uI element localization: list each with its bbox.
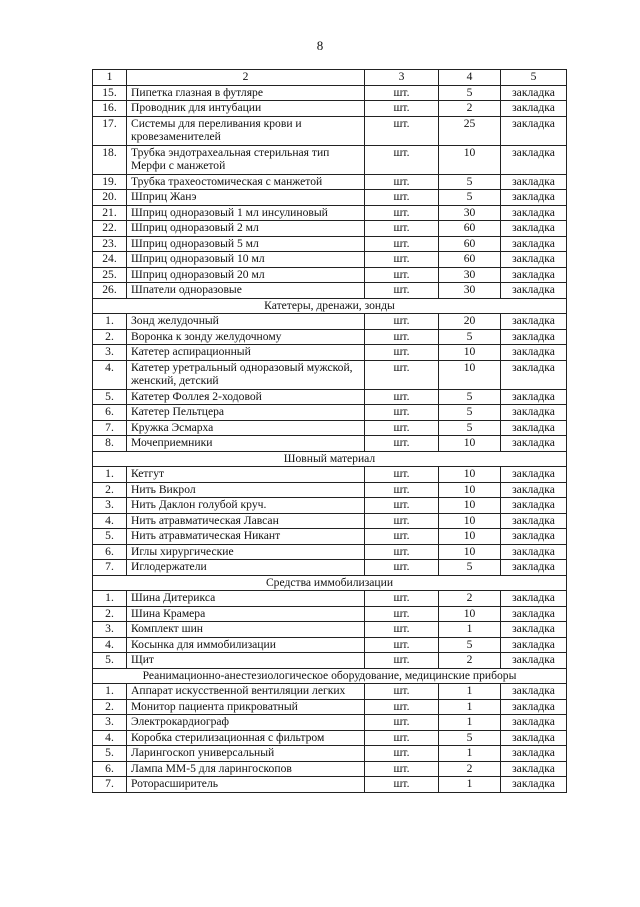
row-number: 1.	[93, 467, 127, 483]
item-note: закладка	[501, 360, 567, 389]
item-name: Косынка для иммобилизации	[127, 637, 365, 653]
section-title: Катетеры, дренажи, зонды	[93, 298, 567, 314]
table-row	[93, 482, 567, 498]
item-quantity: 10	[439, 345, 501, 361]
row-number: 6.	[93, 405, 127, 421]
item-name: Трубка трахеостомическая с манжетой	[127, 174, 365, 190]
item-name: Зонд желудочный	[127, 314, 365, 330]
row-number: 23.	[93, 236, 127, 252]
item-name: Шприц одноразовый 10 мл	[127, 252, 365, 268]
item-unit: шт.	[365, 684, 439, 700]
item-note: закладка	[501, 637, 567, 653]
item-unit: шт.	[365, 622, 439, 638]
item-quantity: 10	[439, 467, 501, 483]
item-note: закладка	[501, 221, 567, 237]
item-name: Шприц одноразовый 20 мл	[127, 267, 365, 283]
item-note: закладка	[501, 283, 567, 299]
item-unit: шт.	[365, 345, 439, 361]
item-note: закладка	[501, 482, 567, 498]
item-note: закладка	[501, 252, 567, 268]
table-row	[93, 360, 567, 389]
row-number: 24.	[93, 252, 127, 268]
table-row	[93, 190, 567, 206]
item-name: Кружка Эсмарха	[127, 420, 365, 436]
item-quantity: 10	[439, 529, 501, 545]
item-name: Иглы хирургические	[127, 544, 365, 560]
item-name: Пипетка глазная в футляре	[127, 85, 365, 101]
item-note: закладка	[501, 345, 567, 361]
row-number: 2.	[93, 329, 127, 345]
item-name: Катетер Фоллея 2-ходовой	[127, 389, 365, 405]
row-number: 1.	[93, 684, 127, 700]
section-title: Реанимационно-анестезиологическое оборудование, медицинские приборы	[93, 668, 567, 684]
item-note: закладка	[501, 405, 567, 421]
item-unit: шт.	[365, 715, 439, 731]
item-quantity: 60	[439, 236, 501, 252]
row-number: 16.	[93, 101, 127, 117]
item-note: закладка	[501, 498, 567, 514]
item-unit: шт.	[365, 283, 439, 299]
item-quantity: 10	[439, 606, 501, 622]
item-quantity: 5	[439, 560, 501, 576]
item-note: закладка	[501, 145, 567, 174]
table-row	[93, 467, 567, 483]
row-number: 6.	[93, 544, 127, 560]
item-quantity: 30	[439, 267, 501, 283]
item-note: закладка	[501, 314, 567, 330]
item-quantity: 2	[439, 653, 501, 669]
row-number: 4.	[93, 637, 127, 653]
item-name: Монитор пациента прикроватный	[127, 699, 365, 715]
item-name: Шприц одноразовый 2 мл	[127, 221, 365, 237]
item-unit: шт.	[365, 145, 439, 174]
item-note: закладка	[501, 436, 567, 452]
item-note: закладка	[501, 606, 567, 622]
item-note: закладка	[501, 174, 567, 190]
table-row	[93, 283, 567, 299]
item-quantity: 10	[439, 544, 501, 560]
item-quantity: 1	[439, 684, 501, 700]
row-number: 6.	[93, 761, 127, 777]
item-quantity: 5	[439, 730, 501, 746]
item-quantity: 10	[439, 145, 501, 174]
row-number: 21.	[93, 205, 127, 221]
table-header-row	[93, 70, 567, 86]
item-quantity: 20	[439, 314, 501, 330]
section-row	[93, 575, 567, 591]
item-name: Катетер уретральный одноразовый мужской, женский, детский	[127, 360, 365, 389]
section-row	[93, 668, 567, 684]
row-number: 1.	[93, 314, 127, 330]
item-quantity: 5	[439, 85, 501, 101]
item-quantity: 60	[439, 221, 501, 237]
item-note: закладка	[501, 389, 567, 405]
item-quantity: 60	[439, 252, 501, 268]
item-name: Электрокардиограф	[127, 715, 365, 731]
row-number: 15.	[93, 85, 127, 101]
table-row	[93, 653, 567, 669]
item-unit: шт.	[365, 730, 439, 746]
table-row	[93, 101, 567, 117]
item-unit: шт.	[365, 236, 439, 252]
table-row	[93, 221, 567, 237]
item-unit: шт.	[365, 513, 439, 529]
item-unit: шт.	[365, 174, 439, 190]
item-name: Катетер Пельтцера	[127, 405, 365, 421]
table-row	[93, 606, 567, 622]
item-name: Лампа ММ-5 для ларингоскопов	[127, 761, 365, 777]
item-unit: шт.	[365, 777, 439, 793]
row-number: 7.	[93, 777, 127, 793]
item-note: закладка	[501, 730, 567, 746]
row-number: 4.	[93, 360, 127, 389]
row-number: 7.	[93, 420, 127, 436]
row-number: 18.	[93, 145, 127, 174]
item-quantity: 1	[439, 746, 501, 762]
table-row	[93, 389, 567, 405]
item-unit: шт.	[365, 560, 439, 576]
item-quantity: 5	[439, 637, 501, 653]
item-note: закладка	[501, 267, 567, 283]
item-unit: шт.	[365, 761, 439, 777]
table-row	[93, 345, 567, 361]
table-row	[93, 236, 567, 252]
item-unit: шт.	[365, 221, 439, 237]
table-row	[93, 544, 567, 560]
item-unit: шт.	[365, 436, 439, 452]
item-quantity: 5	[439, 389, 501, 405]
item-quantity: 5	[439, 405, 501, 421]
item-name: Кетгут	[127, 467, 365, 483]
item-name: Коробка стерилизационная с фильтром	[127, 730, 365, 746]
header-col-2: 2	[127, 70, 365, 86]
section-title: Средства иммобилизации	[93, 575, 567, 591]
table-row	[93, 498, 567, 514]
row-number: 2.	[93, 699, 127, 715]
item-unit: шт.	[365, 482, 439, 498]
item-unit: шт.	[365, 389, 439, 405]
row-number: 1.	[93, 591, 127, 607]
row-number: 5.	[93, 653, 127, 669]
item-unit: шт.	[365, 699, 439, 715]
table-row	[93, 174, 567, 190]
table-row	[93, 145, 567, 174]
item-note: закладка	[501, 190, 567, 206]
item-unit: шт.	[365, 606, 439, 622]
item-note: закладка	[501, 513, 567, 529]
table-row	[93, 85, 567, 101]
item-unit: шт.	[365, 420, 439, 436]
item-unit: шт.	[365, 314, 439, 330]
table-row	[93, 730, 567, 746]
item-unit: шт.	[365, 405, 439, 421]
item-unit: шт.	[365, 746, 439, 762]
item-unit: шт.	[365, 591, 439, 607]
header-col-3: 3	[365, 70, 439, 86]
item-name: Катетер аспирационный	[127, 345, 365, 361]
header-col-5: 5	[501, 70, 567, 86]
row-number: 5.	[93, 529, 127, 545]
item-note: закладка	[501, 467, 567, 483]
item-quantity: 1	[439, 777, 501, 793]
row-number: 3.	[93, 498, 127, 514]
table-row	[93, 420, 567, 436]
item-unit: шт.	[365, 101, 439, 117]
table-row	[93, 622, 567, 638]
table-row	[93, 205, 567, 221]
item-note: закладка	[501, 653, 567, 669]
table-row	[93, 314, 567, 330]
table-row	[93, 591, 567, 607]
item-quantity: 1	[439, 699, 501, 715]
table-row	[93, 777, 567, 793]
table-row	[93, 405, 567, 421]
item-quantity: 30	[439, 283, 501, 299]
item-name: Щит	[127, 653, 365, 669]
item-note: закладка	[501, 761, 567, 777]
item-quantity: 30	[439, 205, 501, 221]
table-row	[93, 637, 567, 653]
row-number: 20.	[93, 190, 127, 206]
item-quantity: 2	[439, 591, 501, 607]
item-quantity: 5	[439, 329, 501, 345]
item-note: закладка	[501, 746, 567, 762]
item-name: Воронка к зонду желудочному	[127, 329, 365, 345]
row-number: 19.	[93, 174, 127, 190]
section-title: Шовный материал	[93, 451, 567, 467]
item-note: закладка	[501, 101, 567, 117]
item-unit: шт.	[365, 467, 439, 483]
row-number: 3.	[93, 622, 127, 638]
item-note: закладка	[501, 116, 567, 145]
item-name: Шпатели одноразовые	[127, 283, 365, 299]
item-name: Проводник для интубации	[127, 101, 365, 117]
row-number: 3.	[93, 345, 127, 361]
item-name: Роторасширитель	[127, 777, 365, 793]
row-number: 3.	[93, 715, 127, 731]
table-row	[93, 761, 567, 777]
row-number: 22.	[93, 221, 127, 237]
item-name: Шприц одноразовый 5 мл	[127, 236, 365, 252]
page-number: 8	[316, 38, 324, 53]
equipment-table	[92, 69, 567, 793]
item-unit: шт.	[365, 116, 439, 145]
item-name: Мочеприемники	[127, 436, 365, 452]
table-row	[93, 252, 567, 268]
item-note: закладка	[501, 529, 567, 545]
row-number: 17.	[93, 116, 127, 145]
item-unit: шт.	[365, 205, 439, 221]
item-note: закладка	[501, 699, 567, 715]
item-unit: шт.	[365, 267, 439, 283]
item-note: закладка	[501, 684, 567, 700]
item-unit: шт.	[365, 544, 439, 560]
item-quantity: 25	[439, 116, 501, 145]
item-note: закладка	[501, 591, 567, 607]
item-name: Шина Дитерикса	[127, 591, 365, 607]
item-name: Шприц одноразовый 1 мл инсулиновый	[127, 205, 365, 221]
item-name: Шприц Жанэ	[127, 190, 365, 206]
table-row	[93, 329, 567, 345]
item-note: закладка	[501, 420, 567, 436]
item-unit: шт.	[365, 637, 439, 653]
table-row	[93, 699, 567, 715]
item-quantity: 1	[439, 715, 501, 731]
item-quantity: 5	[439, 174, 501, 190]
item-name: Аппарат искусственной вентиляции легких	[127, 684, 365, 700]
item-note: закладка	[501, 715, 567, 731]
item-note: закладка	[501, 329, 567, 345]
item-note: закладка	[501, 205, 567, 221]
item-quantity: 5	[439, 190, 501, 206]
item-note: закладка	[501, 85, 567, 101]
item-unit: шт.	[365, 529, 439, 545]
item-name: Шина Крамера	[127, 606, 365, 622]
row-number: 7.	[93, 560, 127, 576]
item-unit: шт.	[365, 653, 439, 669]
row-number: 25.	[93, 267, 127, 283]
item-quantity: 10	[439, 482, 501, 498]
item-unit: шт.	[365, 85, 439, 101]
item-name: Системы для переливания крови и кровезаменителей	[127, 116, 365, 145]
row-number: 5.	[93, 389, 127, 405]
table-row	[93, 513, 567, 529]
table-row	[93, 684, 567, 700]
item-quantity: 10	[439, 436, 501, 452]
table-row	[93, 746, 567, 762]
item-note: закладка	[501, 777, 567, 793]
section-row	[93, 451, 567, 467]
table-row	[93, 560, 567, 576]
item-name: Трубка эндотрахеальная стерильная тип Мерфи с манжетой	[127, 145, 365, 174]
table-row	[93, 267, 567, 283]
item-quantity: 10	[439, 498, 501, 514]
item-unit: шт.	[365, 360, 439, 389]
item-unit: шт.	[365, 498, 439, 514]
item-name: Нить Викрол	[127, 482, 365, 498]
table-row	[93, 436, 567, 452]
row-number: 2.	[93, 482, 127, 498]
row-number: 4.	[93, 513, 127, 529]
item-unit: шт.	[365, 329, 439, 345]
item-name: Нить атравматическая Никант	[127, 529, 365, 545]
row-number: 4.	[93, 730, 127, 746]
item-quantity: 10	[439, 513, 501, 529]
row-number: 8.	[93, 436, 127, 452]
item-quantity: 1	[439, 622, 501, 638]
item-quantity: 2	[439, 761, 501, 777]
header-col-1: 1	[93, 70, 127, 86]
header-col-4: 4	[439, 70, 501, 86]
item-note: закладка	[501, 544, 567, 560]
row-number: 2.	[93, 606, 127, 622]
item-note: закладка	[501, 622, 567, 638]
table-row	[93, 715, 567, 731]
item-name: Иглодержатели	[127, 560, 365, 576]
row-number: 26.	[93, 283, 127, 299]
item-unit: шт.	[365, 252, 439, 268]
row-number: 5.	[93, 746, 127, 762]
item-quantity: 5	[439, 420, 501, 436]
item-note: закладка	[501, 236, 567, 252]
item-name: Нить Даклон голубой круч.	[127, 498, 365, 514]
item-quantity: 2	[439, 101, 501, 117]
section-row	[93, 298, 567, 314]
item-note: закладка	[501, 560, 567, 576]
item-name: Ларингоскоп универсальный	[127, 746, 365, 762]
item-name: Нить атравматическая Лавсан	[127, 513, 365, 529]
item-unit: шт.	[365, 190, 439, 206]
table-row	[93, 529, 567, 545]
table-row	[93, 116, 567, 145]
item-name: Комплект шин	[127, 622, 365, 638]
table-body	[93, 85, 567, 792]
item-quantity: 10	[439, 360, 501, 389]
